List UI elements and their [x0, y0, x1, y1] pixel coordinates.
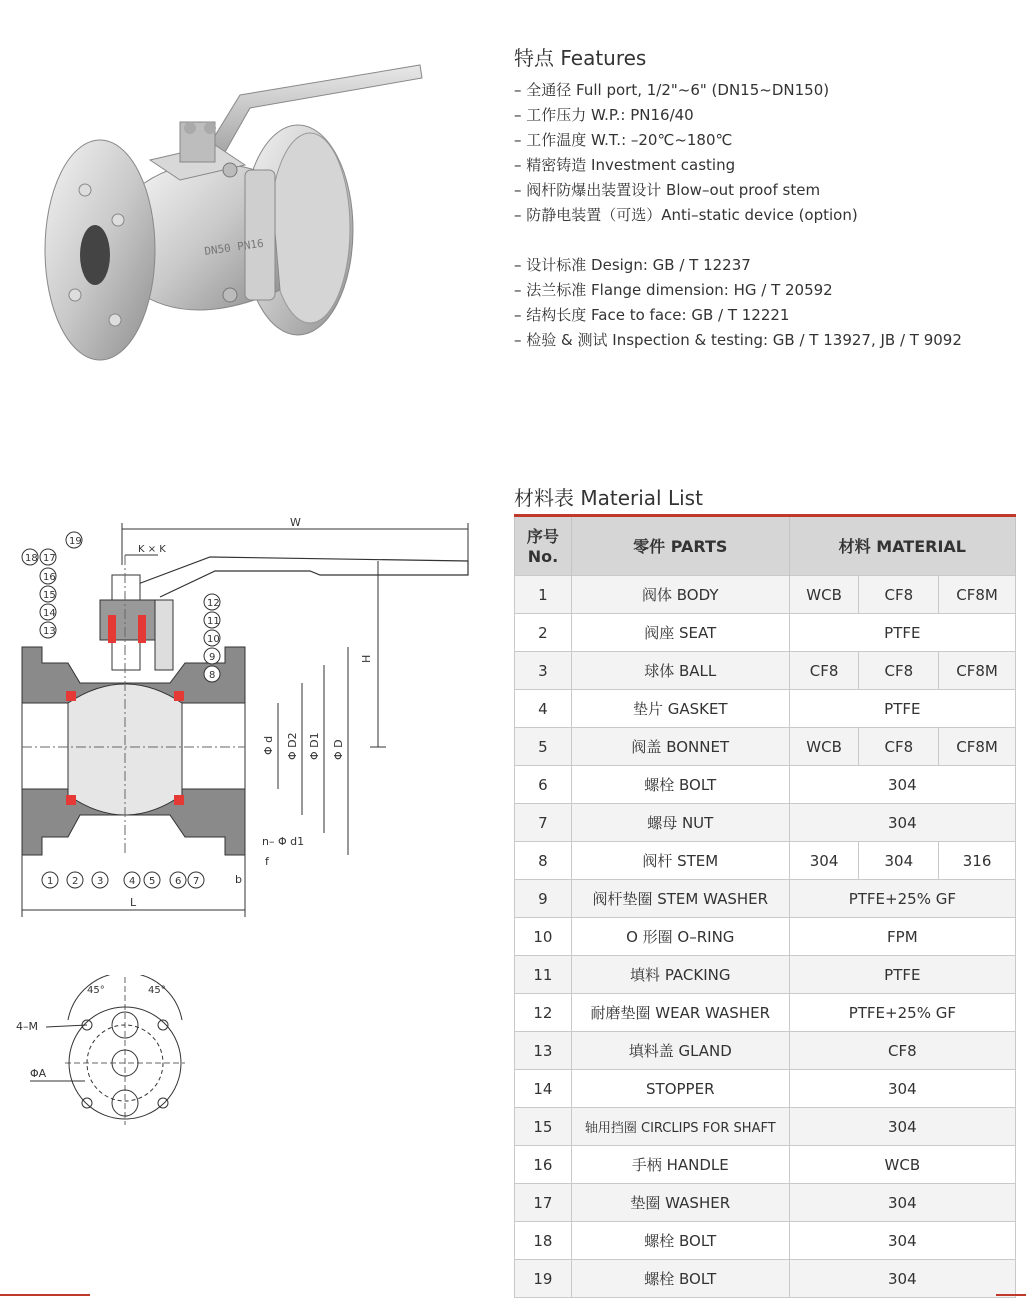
footer-accent-right	[996, 1294, 1026, 1296]
row-no: 11	[515, 956, 572, 994]
table-row	[515, 1070, 1016, 1108]
product-photo	[40, 50, 440, 370]
row-material: 304	[789, 1070, 1015, 1108]
callout	[67, 872, 83, 888]
svg-text:19: 19	[69, 536, 82, 547]
row-material: WCB	[789, 1146, 1015, 1184]
row-material-1: WCB	[789, 728, 859, 766]
row-material-3: CF8M	[939, 652, 1016, 690]
callout	[188, 872, 204, 888]
callout	[204, 666, 220, 682]
callout	[204, 630, 220, 646]
svg-text:2: 2	[72, 876, 79, 887]
svg-text:7: 7	[193, 876, 200, 887]
row-no: 18	[515, 1222, 572, 1260]
callout	[22, 549, 38, 565]
dim-f: f	[265, 855, 269, 868]
row-no: 12	[515, 994, 572, 1032]
row-material-2: CF8	[859, 652, 939, 690]
table-row	[515, 1032, 1016, 1070]
row-material: 304	[789, 1108, 1015, 1146]
label-phia: ΦA	[30, 1067, 47, 1080]
row-material: PTFE+25% GF	[789, 880, 1015, 918]
row-no: 4	[515, 690, 572, 728]
callout	[40, 586, 56, 602]
row-no: 14	[515, 1070, 572, 1108]
dim-d: Φ d	[262, 735, 275, 755]
row-material: PTFE	[789, 690, 1015, 728]
svg-text:1: 1	[47, 876, 54, 887]
table-row	[515, 880, 1016, 918]
dim-w: W	[290, 516, 301, 529]
row-material-3: CF8M	[939, 728, 1016, 766]
table-row	[515, 766, 1016, 804]
svg-text:4: 4	[129, 876, 136, 887]
svg-text:9: 9	[209, 652, 216, 663]
body-mark: DN50 PN16	[203, 236, 265, 258]
callout	[40, 622, 56, 638]
row-no: 7	[515, 804, 572, 842]
svg-text:15: 15	[43, 590, 56, 601]
row-no: 19	[515, 1260, 572, 1298]
table-row	[515, 918, 1016, 956]
row-no: 17	[515, 1184, 572, 1222]
section-drawing	[10, 515, 490, 925]
row-no: 16	[515, 1146, 572, 1184]
dim-b: b	[235, 873, 242, 886]
row-part: 球体 BALL	[571, 652, 789, 690]
row-part: 填料盖 GLAND	[571, 1032, 789, 1070]
feature-item: – 防静电装置（可选）Anti–static device (option)	[514, 206, 858, 224]
callout	[40, 549, 56, 565]
row-material: PTFE+25% GF	[789, 994, 1015, 1032]
angle-left: 45°	[87, 985, 105, 996]
row-part: 螺栓 BOLT	[571, 766, 789, 804]
dim-kxk: K × K	[138, 544, 166, 555]
table-row	[515, 728, 1016, 766]
row-material: PTFE	[789, 956, 1015, 994]
row-no: 3	[515, 652, 572, 690]
row-part: 阀体 BODY	[571, 576, 789, 614]
table-row	[515, 842, 1016, 880]
dim-l: L	[130, 896, 137, 909]
row-no: 8	[515, 842, 572, 880]
callout	[170, 872, 186, 888]
row-material: 304	[789, 766, 1015, 804]
footer-accent-left	[0, 1294, 90, 1296]
row-part: 螺母 NUT	[571, 804, 789, 842]
feature-item: – 全通径 Full port, 1/2"~6" (DN15~DN150)	[514, 81, 830, 99]
row-material: FPM	[789, 918, 1015, 956]
col-header-parts: 零件 PARTS	[571, 515, 789, 576]
row-no: 6	[515, 766, 572, 804]
features-title: 特点 Features	[514, 46, 647, 70]
feature-item: – 工作压力 W.P.: PN16/40	[514, 106, 694, 124]
table-row	[515, 690, 1016, 728]
dim-dd: Φ D	[332, 739, 345, 760]
dim-h: H	[360, 654, 373, 663]
row-no: 9	[515, 880, 572, 918]
callout	[144, 872, 160, 888]
callout	[42, 872, 58, 888]
row-part: 填料 PACKING	[571, 956, 789, 994]
callout	[204, 594, 220, 610]
row-material-1: WCB	[789, 576, 859, 614]
row-material-2: CF8	[859, 576, 939, 614]
row-no: 1	[515, 576, 572, 614]
row-material: CF8	[789, 1032, 1015, 1070]
svg-text:3: 3	[97, 876, 104, 887]
material-list-title: 材料表 Material List	[514, 486, 703, 510]
row-no: 10	[515, 918, 572, 956]
row-part: 轴用挡圈 CIRCLIPS FOR SHAFT	[571, 1108, 789, 1146]
table-row	[515, 804, 1016, 842]
row-material: 304	[789, 1260, 1015, 1298]
row-material: 304	[789, 804, 1015, 842]
row-material: 304	[789, 1222, 1015, 1260]
row-part: 垫片 GASKET	[571, 690, 789, 728]
svg-text:8: 8	[209, 670, 216, 681]
table-row	[515, 1108, 1016, 1146]
standard-item: – 结构长度 Face to face: GB / T 12221	[514, 306, 790, 324]
row-part: 手柄 HANDLE	[571, 1146, 789, 1184]
row-part: 阀杆 STEM	[571, 842, 789, 880]
svg-text:5: 5	[149, 876, 156, 887]
table-row	[515, 1184, 1016, 1222]
row-material-3: CF8M	[939, 576, 1016, 614]
callout	[40, 604, 56, 620]
table-row	[515, 956, 1016, 994]
table-row	[515, 576, 1016, 614]
row-no: 15	[515, 1108, 572, 1146]
svg-text:6: 6	[175, 876, 182, 887]
row-part: STOPPER	[571, 1070, 789, 1108]
row-part: 阀盖 BONNET	[571, 728, 789, 766]
callout	[124, 872, 140, 888]
row-part: 阀杆垫圈 STEM WASHER	[571, 880, 789, 918]
row-part: O 形圈 O–RING	[571, 918, 789, 956]
top-view-drawing	[10, 975, 210, 1135]
svg-text:18: 18	[25, 553, 38, 564]
dim-nd1: n– Φ d1	[262, 835, 305, 848]
svg-text:11: 11	[207, 616, 220, 627]
angle-right: 45°	[148, 985, 166, 996]
row-no: 5	[515, 728, 572, 766]
row-material-2: CF8	[859, 728, 939, 766]
svg-text:12: 12	[207, 598, 220, 609]
row-no: 2	[515, 614, 572, 652]
table-row	[515, 1222, 1016, 1260]
row-no: 13	[515, 1032, 572, 1070]
svg-text:13: 13	[43, 626, 56, 637]
svg-text:17: 17	[43, 553, 56, 564]
callout	[66, 532, 82, 548]
svg-text:16: 16	[43, 572, 56, 583]
features-list	[514, 78, 962, 353]
table-row	[515, 652, 1016, 690]
row-part: 垫圈 WASHER	[571, 1184, 789, 1222]
feature-item: – 阀杆防爆出装置设计 Blow–out proof stem	[514, 181, 821, 199]
dim-d1: Φ D1	[308, 732, 321, 760]
callout	[40, 568, 56, 584]
table-row	[515, 614, 1016, 652]
table-row	[515, 1146, 1016, 1184]
row-material-2: 304	[859, 842, 939, 880]
feature-item: – 精密铸造 Investment casting	[514, 156, 736, 174]
row-part: 螺栓 BOLT	[571, 1222, 789, 1260]
row-material-1: CF8	[789, 652, 859, 690]
table-row	[515, 994, 1016, 1032]
row-material: PTFE	[789, 614, 1015, 652]
standard-item: – 设计标准 Design: GB / T 12237	[514, 256, 751, 274]
row-part: 耐磨垫圈 WEAR WASHER	[571, 994, 789, 1032]
row-material-1: 304	[789, 842, 859, 880]
standard-item: – 检验 & 测试 Inspection & testing: GB / T 13927, JB / T 9092	[514, 331, 962, 349]
row-part: 阀座 SEAT	[571, 614, 789, 652]
material-table	[514, 515, 1016, 1298]
col-header-no: 序号No.	[515, 515, 572, 576]
dim-d2: Φ D2	[286, 732, 299, 760]
table-accent-line	[514, 514, 1016, 517]
callout	[92, 872, 108, 888]
svg-text:10: 10	[207, 634, 220, 645]
feature-item: – 工作温度 W.T.: –20℃~180℃	[514, 131, 733, 149]
table-row	[515, 1260, 1016, 1298]
col-header-material: 材料 MATERIAL	[789, 515, 1015, 576]
row-material: 304	[789, 1184, 1015, 1222]
label-4m: 4–M	[16, 1020, 38, 1033]
callout	[204, 648, 220, 664]
row-material-3: 316	[939, 842, 1016, 880]
svg-text:14: 14	[43, 608, 56, 619]
standard-item: – 法兰标准 Flange dimension: HG / T 20592	[514, 281, 833, 299]
row-part: 螺栓 BOLT	[571, 1260, 789, 1298]
callout	[204, 612, 220, 628]
